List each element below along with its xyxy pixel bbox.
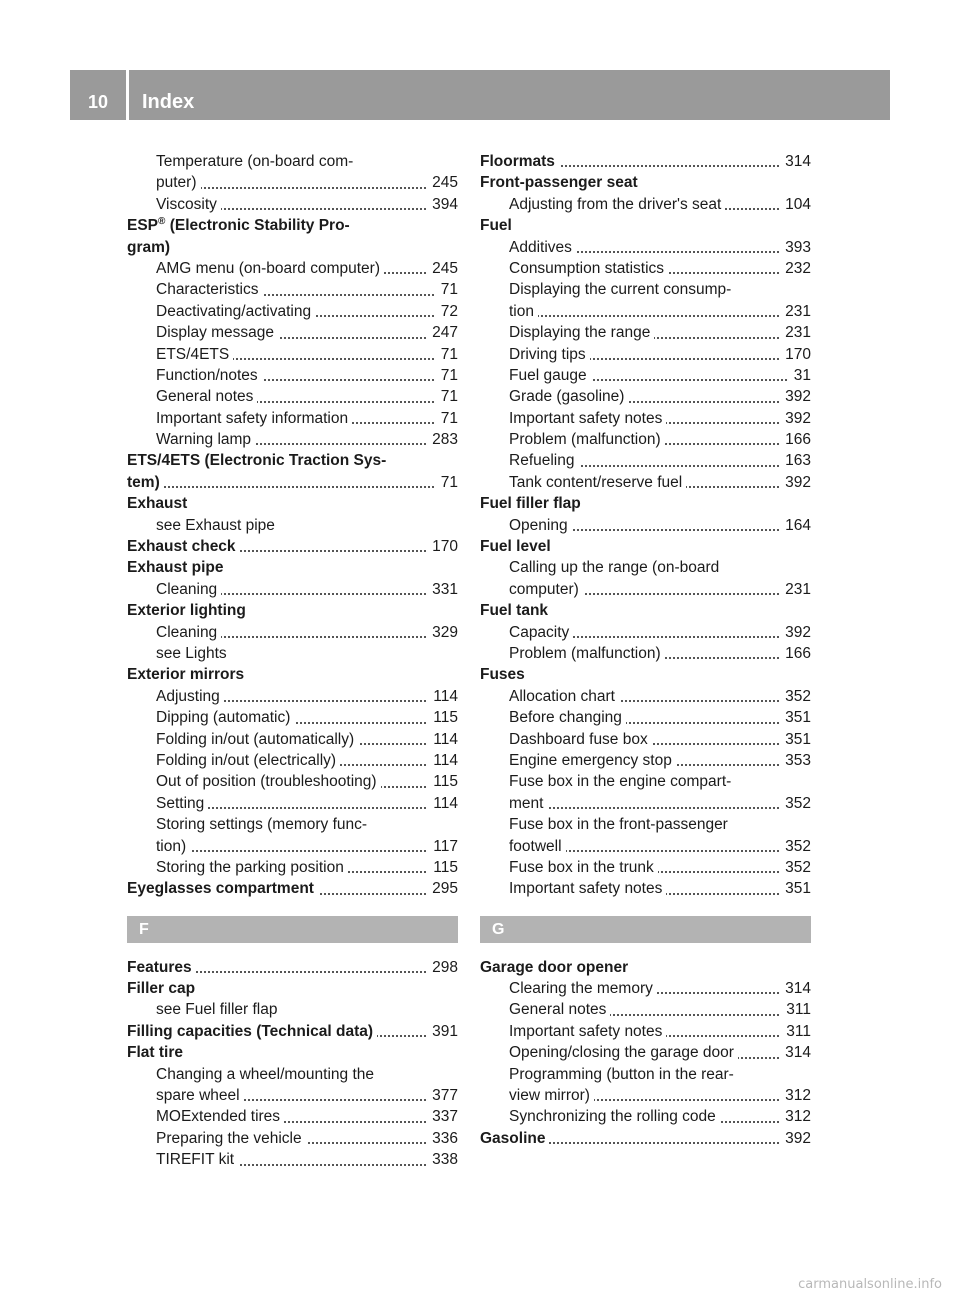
page-reference[interactable]: 245 bbox=[427, 172, 458, 193]
entry-text: Floormats bbox=[480, 153, 559, 170]
page-reference[interactable]: 166 bbox=[780, 643, 811, 664]
index-subentry bbox=[127, 579, 458, 600]
index-subentry bbox=[127, 322, 458, 343]
index-subentry bbox=[480, 999, 811, 1020]
entry-text: Setting bbox=[127, 795, 208, 812]
index-subentry bbox=[127, 622, 458, 643]
index-entry bbox=[480, 600, 811, 621]
entry-text: Features bbox=[127, 959, 196, 976]
page-reference[interactable]: 394 bbox=[427, 194, 458, 215]
index-subentry bbox=[127, 729, 458, 750]
entry-text: Exhaust pipe bbox=[127, 559, 224, 577]
index-entry bbox=[480, 215, 811, 236]
index-subentry bbox=[480, 408, 811, 429]
page-reference[interactable]: 232 bbox=[780, 258, 811, 279]
page-reference[interactable]: 31 bbox=[789, 365, 811, 386]
registered-mark: ® bbox=[158, 216, 166, 228]
entry-text: Exterior mirrors bbox=[127, 666, 245, 684]
entry-text: Exhaust bbox=[127, 495, 188, 513]
index-entry bbox=[480, 151, 811, 172]
index-entry bbox=[480, 1128, 811, 1149]
page-reference[interactable]: 72 bbox=[436, 301, 458, 322]
page-reference[interactable]: 117 bbox=[428, 836, 458, 857]
page-reference[interactable]: 314 bbox=[780, 151, 811, 172]
entry-text: Folding in/out (automatically) bbox=[127, 731, 358, 748]
index-subentry bbox=[480, 1042, 811, 1063]
entry-text: Folding in/out (electrically) bbox=[127, 752, 340, 769]
index-subentry bbox=[480, 579, 811, 600]
page-reference[interactable]: 331 bbox=[427, 579, 458, 600]
watermark: carmanualsonline.info bbox=[798, 1277, 942, 1292]
index-entry bbox=[127, 957, 458, 978]
index-subentry bbox=[480, 1106, 811, 1127]
page-reference[interactable]: 352 bbox=[780, 836, 811, 857]
entry-text: Programming (button in the rear- bbox=[480, 1066, 734, 1083]
entry-text: Important safety information bbox=[127, 410, 352, 427]
index-entry bbox=[127, 237, 458, 258]
index-subentry bbox=[480, 836, 811, 857]
index-subentry bbox=[480, 878, 811, 899]
entry-text: Fuel filler flap bbox=[480, 495, 581, 513]
entry-text: Opening bbox=[480, 517, 572, 534]
page-reference[interactable]: 351 bbox=[780, 878, 811, 899]
index-subentry bbox=[480, 707, 811, 728]
index-column-left bbox=[127, 151, 458, 1171]
index-subentry bbox=[480, 622, 811, 643]
index-subentry bbox=[127, 999, 458, 1020]
entry-text: Important safety notes bbox=[480, 1023, 666, 1040]
index-subentry bbox=[127, 750, 458, 771]
index-subentry bbox=[480, 771, 811, 792]
entry-text: Opening/closing the garage door bbox=[480, 1044, 738, 1061]
page-reference[interactable]: 338 bbox=[427, 1149, 458, 1170]
entry-text: Cleaning bbox=[127, 581, 221, 598]
page-reference[interactable]: 231 bbox=[780, 579, 811, 600]
page-reference[interactable]: 311 bbox=[781, 999, 811, 1020]
entry-text: TIREFIT kit bbox=[127, 1151, 238, 1168]
entry-text: Flat tire bbox=[127, 1044, 183, 1062]
entry-text: Characteristics bbox=[127, 281, 263, 298]
index-subentry bbox=[127, 771, 458, 792]
index-subentry bbox=[480, 344, 811, 365]
entry-text: gram) bbox=[127, 238, 171, 256]
entry-text: Viscosity bbox=[127, 196, 221, 213]
page-reference[interactable]: 114 bbox=[428, 729, 458, 750]
page-reference[interactable]: 71 bbox=[436, 279, 458, 300]
page-reference[interactable]: 391 bbox=[427, 1021, 458, 1042]
index-entry bbox=[127, 664, 458, 685]
index-subentry bbox=[480, 729, 811, 750]
entry-text: Function/notes bbox=[127, 367, 262, 384]
page-reference[interactable]: 377 bbox=[427, 1085, 458, 1106]
entry-text: tem) bbox=[127, 474, 164, 491]
index-subentry bbox=[480, 1085, 811, 1106]
page-reference[interactable]: 114 bbox=[428, 686, 458, 707]
index-entry bbox=[127, 557, 458, 578]
section-letter-f: F bbox=[127, 916, 458, 943]
entry-text: Important safety notes bbox=[480, 880, 666, 897]
entry-text: Clearing the memory bbox=[480, 980, 657, 997]
header-divider bbox=[126, 70, 129, 120]
page-reference[interactable]: 71 bbox=[436, 408, 458, 429]
page-reference[interactable]: 71 bbox=[436, 472, 458, 493]
page-reference[interactable]: 164 bbox=[780, 515, 811, 536]
entry-text: Exhaust check bbox=[127, 538, 240, 555]
entry-text: Fuel bbox=[480, 217, 512, 235]
index-subentry bbox=[127, 1149, 458, 1170]
index-entry bbox=[480, 493, 811, 514]
index-subentry bbox=[127, 258, 458, 279]
page-reference[interactable]: 104 bbox=[780, 194, 811, 215]
page-reference[interactable]: 115 bbox=[428, 771, 458, 792]
entry-text: Front-passenger seat bbox=[480, 174, 638, 192]
index-subentry bbox=[127, 814, 458, 835]
entry-text: Fuel level bbox=[480, 538, 551, 556]
index-list-f bbox=[127, 957, 458, 1171]
index-subentry bbox=[480, 1021, 811, 1042]
entry-text: Dipping (automatic) bbox=[127, 709, 294, 726]
index-subentry bbox=[480, 750, 811, 771]
entry-text: Driving tips bbox=[480, 346, 590, 363]
entry-text: Capacity bbox=[480, 624, 573, 641]
page-reference[interactable]: 245 bbox=[427, 258, 458, 279]
entry-text: Gasoline bbox=[480, 1130, 549, 1147]
index-subentry bbox=[127, 301, 458, 322]
index-entry bbox=[127, 600, 458, 621]
index-subentry bbox=[127, 172, 458, 193]
page-reference[interactable]: 314 bbox=[780, 1042, 811, 1063]
entry-text: Filling capacities (Technical data) bbox=[127, 1023, 377, 1040]
index-subentry bbox=[127, 836, 458, 857]
page-reference[interactable]: 170 bbox=[427, 536, 458, 557]
page-reference[interactable]: 353 bbox=[780, 750, 811, 771]
entry-text: see Exhaust pipe bbox=[127, 517, 275, 534]
index-entry bbox=[127, 450, 458, 471]
index-subentry bbox=[127, 429, 458, 450]
index-entry bbox=[127, 978, 458, 999]
page-reference[interactable]: 392 bbox=[780, 622, 811, 643]
entry-text: Adjusting from the driver's seat bbox=[480, 196, 725, 213]
index-subentry bbox=[480, 557, 811, 578]
entry-text: General notes bbox=[480, 1001, 610, 1018]
index-entry bbox=[127, 472, 458, 493]
entry-text: footwell bbox=[480, 838, 566, 855]
index-subentry bbox=[480, 258, 811, 279]
page-reference[interactable]: 312 bbox=[780, 1085, 811, 1106]
page-reference[interactable]: 115 bbox=[428, 707, 458, 728]
entry-text: puter) bbox=[127, 174, 201, 191]
entry-text: Fuses bbox=[480, 666, 525, 684]
entry-text: Grade (gasoline) bbox=[480, 388, 628, 405]
index-entry bbox=[127, 215, 458, 236]
entry-text: Changing a wheel/mounting the bbox=[127, 1066, 374, 1083]
entry-text: ETS/4ETS bbox=[127, 346, 233, 363]
entry-text: Before changing bbox=[480, 709, 626, 726]
index-subentry bbox=[127, 707, 458, 728]
index-subentry bbox=[480, 793, 811, 814]
entry-text: Exterior lighting bbox=[127, 602, 246, 620]
page-reference[interactable]: 166 bbox=[780, 429, 811, 450]
page-reference[interactable]: 295 bbox=[427, 878, 458, 899]
index-subentry bbox=[480, 515, 811, 536]
entry-text: Filler cap bbox=[127, 980, 196, 998]
page-reference[interactable]: 231 bbox=[780, 322, 811, 343]
entry-text: spare wheel bbox=[127, 1087, 244, 1104]
page-reference[interactable]: 312 bbox=[780, 1106, 811, 1127]
entry-text: Display message bbox=[127, 324, 278, 341]
index-subentry bbox=[127, 194, 458, 215]
index-subentry bbox=[480, 450, 811, 471]
entry-text: Dashboard fuse box bbox=[480, 731, 652, 748]
page-reference[interactable]: 114 bbox=[428, 793, 458, 814]
index-entry bbox=[480, 536, 811, 557]
entry-text: see Lights bbox=[127, 645, 227, 662]
page-number: 10 bbox=[87, 92, 109, 112]
entry-text: Refueling bbox=[480, 452, 579, 469]
index-subentry bbox=[480, 237, 811, 258]
index-subentry bbox=[127, 857, 458, 878]
page-reference[interactable]: 392 bbox=[780, 386, 811, 407]
page-reference[interactable]: 71 bbox=[436, 386, 458, 407]
entry-text: Eyeglasses compartment bbox=[127, 880, 318, 897]
index-subentry bbox=[480, 643, 811, 664]
entry-text: Important safety notes bbox=[480, 410, 666, 427]
entry-text: ment bbox=[480, 795, 547, 812]
entry-text: Engine emergency stop bbox=[480, 752, 676, 769]
entry-text: tion) bbox=[127, 838, 190, 855]
entry-text: Fuse box in the engine compart- bbox=[480, 773, 731, 790]
entry-text: Additives bbox=[480, 239, 576, 256]
entry-text: AMG menu (on-board computer) bbox=[127, 260, 384, 277]
entry-text: MOExtended tires bbox=[127, 1108, 284, 1125]
index-list-e bbox=[127, 151, 458, 900]
page-reference[interactable]: 352 bbox=[780, 857, 811, 878]
entry-text: Preparing the vehicle bbox=[127, 1130, 306, 1147]
page-reference[interactable]: 314 bbox=[780, 978, 811, 999]
entry-text: Warning lamp bbox=[127, 431, 255, 448]
entry-text: Fuse box in the trunk bbox=[480, 859, 658, 876]
index-subentry bbox=[480, 814, 811, 835]
page-reference[interactable]: 352 bbox=[780, 686, 811, 707]
entry-text: Problem (malfunction) bbox=[480, 645, 665, 662]
index-subentry bbox=[127, 279, 458, 300]
entry-text: Temperature (on-board com- bbox=[127, 153, 353, 170]
index-subentry bbox=[480, 194, 811, 215]
page-reference[interactable]: 311 bbox=[781, 1021, 811, 1042]
page-reference[interactable]: 352 bbox=[780, 793, 811, 814]
index-subentry bbox=[480, 429, 811, 450]
page-reference[interactable]: 337 bbox=[427, 1106, 458, 1127]
index-subentry bbox=[480, 686, 811, 707]
page-header bbox=[70, 70, 890, 120]
entry-text: Displaying the current consump- bbox=[480, 281, 731, 298]
index-subentry bbox=[127, 386, 458, 407]
dot-leader bbox=[127, 486, 458, 488]
entry-text: Synchronizing the rolling code bbox=[480, 1108, 720, 1125]
page-reference[interactable]: 392 bbox=[780, 1128, 811, 1149]
entry-text: Deactivating/activating bbox=[127, 303, 315, 320]
index-entry bbox=[480, 172, 811, 193]
page-reference[interactable]: 115 bbox=[428, 857, 458, 878]
entry-text: Fuel gauge bbox=[480, 367, 591, 384]
index-subentry bbox=[480, 365, 811, 386]
index-subentry bbox=[480, 978, 811, 999]
index-entry bbox=[127, 536, 458, 557]
entry-text: Displaying the range bbox=[480, 324, 654, 341]
entry-text: Adjusting bbox=[127, 688, 224, 705]
entry-text: Allocation chart bbox=[480, 688, 619, 705]
entry-text: Garage door opener bbox=[480, 958, 629, 976]
page-reference[interactable]: 392 bbox=[780, 408, 811, 429]
entry-text: Out of position (troubleshooting) bbox=[127, 773, 381, 790]
entry-text: Storing the parking position bbox=[127, 859, 348, 876]
page-reference[interactable]: 351 bbox=[780, 707, 811, 728]
page-reference[interactable]: 351 bbox=[780, 729, 811, 750]
index-entry bbox=[127, 493, 458, 514]
index-subentry bbox=[127, 408, 458, 429]
page-reference[interactable]: 393 bbox=[780, 237, 811, 258]
section-letter-g: G bbox=[480, 916, 811, 943]
entry-text: Problem (malfunction) bbox=[480, 431, 665, 448]
index-subentry bbox=[127, 686, 458, 707]
index-column-right bbox=[480, 151, 811, 1149]
page-reference[interactable]: 114 bbox=[428, 750, 458, 771]
page-reference[interactable]: 336 bbox=[427, 1128, 458, 1149]
index-subentry bbox=[127, 1128, 458, 1149]
index-list-f-cont bbox=[480, 151, 811, 900]
page-reference[interactable]: 392 bbox=[780, 472, 811, 493]
index-entry bbox=[127, 1042, 458, 1063]
index-subentry bbox=[127, 1064, 458, 1085]
index-entry bbox=[480, 664, 811, 685]
page-reference[interactable]: 163 bbox=[780, 450, 811, 471]
entry-text: Consumption statistics bbox=[480, 260, 668, 277]
index-subentry bbox=[127, 793, 458, 814]
index-subentry bbox=[480, 301, 811, 322]
page-reference[interactable]: 329 bbox=[427, 622, 458, 643]
entry-text-continued: (Electronic Stability Pro- bbox=[165, 217, 350, 235]
page-title: Index bbox=[142, 91, 195, 113]
page-reference[interactable]: 71 bbox=[436, 344, 458, 365]
page-reference[interactable]: 170 bbox=[780, 344, 811, 365]
entry-text: Fuel tank bbox=[480, 602, 549, 620]
entry-text: Tank content/reserve fuel bbox=[480, 474, 686, 491]
page-reference[interactable]: 71 bbox=[436, 365, 458, 386]
entry-text: computer) bbox=[480, 581, 583, 598]
entry-text: Storing settings (memory func- bbox=[127, 816, 367, 833]
entry-text: view mirror) bbox=[480, 1087, 594, 1104]
index-entry bbox=[480, 957, 811, 978]
index-subentry bbox=[480, 386, 811, 407]
index-list-g bbox=[480, 957, 811, 1150]
index-subentry bbox=[480, 279, 811, 300]
index-subentry bbox=[127, 151, 458, 172]
index-subentry bbox=[127, 1085, 458, 1106]
index-subentry bbox=[127, 365, 458, 386]
entry-text: Cleaning bbox=[127, 624, 221, 641]
index-subentry bbox=[480, 472, 811, 493]
index-entry bbox=[127, 1021, 458, 1042]
index-subentry bbox=[480, 322, 811, 343]
index-subentry bbox=[480, 857, 811, 878]
entry-text: ETS/4ETS (Electronic Traction Sys- bbox=[127, 452, 387, 470]
page-reference[interactable]: 231 bbox=[780, 301, 811, 322]
page-reference[interactable]: 298 bbox=[427, 957, 458, 978]
entry-text: see Fuel filler flap bbox=[127, 1001, 277, 1018]
entry-text: General notes bbox=[127, 388, 257, 405]
index-subentry bbox=[127, 1106, 458, 1127]
entry-text: ESP® (Electronic Stability Pro- bbox=[127, 216, 350, 235]
entry-text: tion bbox=[480, 303, 538, 320]
index-subentry bbox=[127, 344, 458, 365]
entry-text: Calling up the range (on-board bbox=[480, 559, 719, 576]
page-reference[interactable]: 283 bbox=[427, 429, 458, 450]
index-subentry bbox=[127, 515, 458, 536]
entry-text: Fuse box in the front-passenger bbox=[480, 816, 728, 833]
index-entry bbox=[127, 878, 458, 899]
index-subentry bbox=[480, 1064, 811, 1085]
index-subentry bbox=[127, 643, 458, 664]
page-reference[interactable]: 247 bbox=[427, 322, 458, 343]
